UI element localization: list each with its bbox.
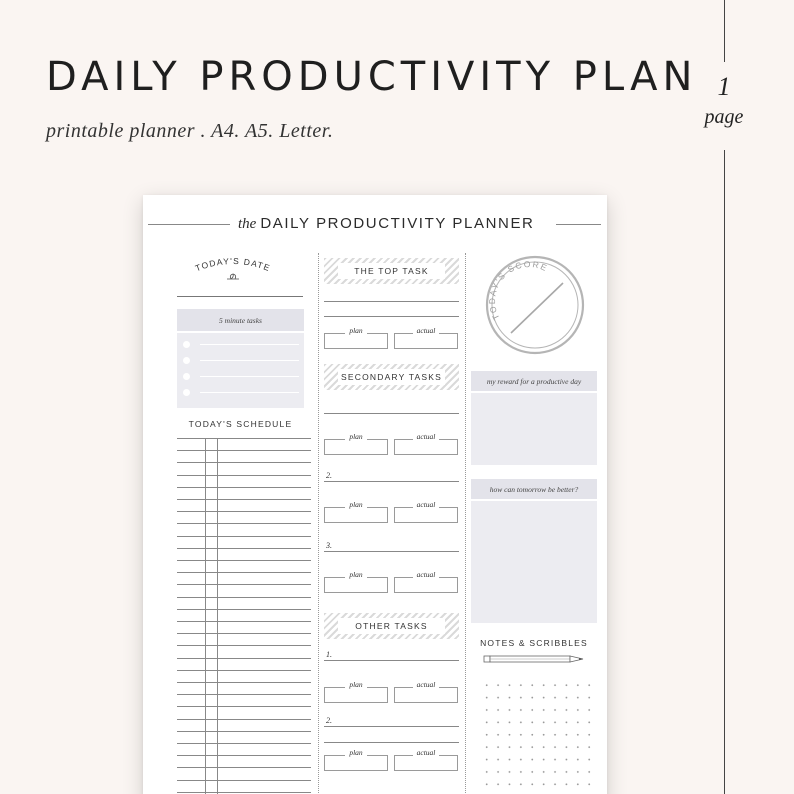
schedule-row-line (177, 755, 311, 756)
schedule-row-line (177, 621, 311, 622)
reward-box[interactable] (471, 371, 597, 465)
task-line[interactable] (324, 742, 459, 743)
bullet-icon (183, 389, 190, 396)
actual-label: actual (413, 680, 440, 689)
circle-stamp-icon (483, 253, 587, 357)
svg-text:TODAY'S SCORE (487, 259, 550, 322)
todays-date-arc (183, 253, 283, 283)
plan-actual-row (324, 501, 458, 523)
planner-title-prefix: the (238, 216, 257, 232)
quick-task-line (200, 392, 299, 393)
tomorrow-label: how can tomorrow be better? (471, 479, 597, 501)
schedule-row-line (177, 584, 311, 585)
quick-tasks-box (177, 309, 304, 408)
plan-box[interactable] (324, 439, 388, 455)
schedule-row-line (177, 511, 311, 512)
quick-task-item[interactable] (183, 389, 299, 397)
schedule-row-line (177, 597, 311, 598)
schedule-row-line (177, 499, 311, 500)
schedule-column-line (217, 438, 218, 794)
plan-box[interactable] (324, 333, 388, 349)
plan-label-wrap (324, 570, 388, 579)
quick-task-item[interactable] (183, 341, 299, 349)
actual-label-wrap (394, 500, 458, 509)
other-tasks-label: OTHER TASKS (338, 618, 445, 634)
actual-label-wrap (394, 326, 458, 335)
bullet-icon (183, 357, 190, 364)
plan-label: plan (345, 326, 366, 335)
schedule-row-line (177, 438, 311, 439)
task-line[interactable] (324, 726, 459, 727)
plan-label-wrap (324, 680, 388, 689)
schedule-row-line (177, 475, 311, 476)
page-count: 1 (717, 72, 731, 101)
date-entry-line[interactable] (177, 296, 303, 297)
task-line[interactable] (324, 413, 459, 414)
task-number: 1. (326, 650, 332, 659)
plan-actual-row (324, 433, 458, 455)
quick-tasks-label: 5 minute tasks (177, 309, 304, 333)
actual-box[interactable] (394, 439, 458, 455)
schedule-column-line (205, 438, 206, 794)
schedule-row-line (177, 523, 311, 524)
schedule-title: TODAY'S SCHEDULE (188, 419, 293, 429)
page-label: page (704, 106, 744, 128)
schedule-row-line (177, 548, 311, 549)
task-line[interactable] (324, 660, 459, 661)
schedule-row-line (177, 536, 311, 537)
plan-label-wrap (324, 500, 388, 509)
notes-title: NOTES & SCRIBBLES (480, 638, 588, 648)
tomorrow-box[interactable] (471, 479, 597, 623)
quick-task-item[interactable] (183, 373, 299, 381)
quick-task-line (200, 376, 299, 377)
schedule-row-line (177, 792, 311, 793)
secondary-tasks-header (324, 364, 459, 390)
plan-label: plan (345, 432, 366, 441)
plan-actual-row (324, 749, 458, 771)
actual-label-wrap (394, 570, 458, 579)
task-number: 2. (326, 471, 332, 480)
task-number: 2. (326, 716, 332, 725)
actual-label: actual (413, 570, 440, 579)
plan-label: plan (345, 748, 366, 757)
task-line[interactable] (324, 481, 459, 482)
schedule-row-line (177, 633, 311, 634)
bullet-icon (183, 373, 190, 380)
actual-box[interactable] (394, 687, 458, 703)
bullet-icon (183, 341, 190, 348)
plan-actual-row (324, 571, 458, 593)
schedule-row-line (177, 450, 311, 451)
heading-rule-right (556, 224, 601, 225)
reward-label: my reward for a productive day (471, 371, 597, 393)
actual-box[interactable] (394, 507, 458, 523)
schedule-row-line (177, 560, 311, 561)
quick-task-line (200, 344, 299, 345)
actual-box[interactable] (394, 333, 458, 349)
plan-label: plan (345, 500, 366, 509)
schedule-row-line (177, 731, 311, 732)
task-line[interactable] (324, 301, 459, 302)
plan-box[interactable] (324, 507, 388, 523)
plan-actual-row (324, 681, 458, 703)
plan-box[interactable] (324, 755, 388, 771)
plan-actual-row (324, 327, 458, 349)
schedule-row-line (177, 706, 311, 707)
hero-title: DAILY PRODUCTIVITY PLAN (46, 54, 698, 100)
schedule-row-line (177, 609, 311, 610)
plan-box[interactable] (324, 577, 388, 593)
schedule-row-line (177, 767, 311, 768)
actual-label: actual (413, 432, 440, 441)
todays-score-label: TODAY'S SCORE (486, 258, 550, 322)
planner-title (238, 215, 548, 233)
score-slash (511, 283, 563, 333)
actual-label: actual (413, 326, 440, 335)
task-number: 3. (326, 541, 332, 550)
schedule-row-line (177, 670, 311, 671)
actual-label: actual (413, 748, 440, 757)
actual-label: actual (413, 500, 440, 509)
plan-label-wrap (324, 326, 388, 335)
plan-label-wrap (324, 432, 388, 441)
quick-task-item[interactable] (183, 357, 299, 365)
task-line[interactable] (324, 316, 459, 317)
task-line[interactable] (324, 551, 459, 552)
schedule-row-line (177, 682, 311, 683)
schedule-row-line (177, 487, 311, 488)
leaf-sprig-icon (227, 274, 239, 279)
top-task-label: THE TOP TASK (338, 263, 445, 279)
plan-box[interactable] (324, 687, 388, 703)
schedule-row-line (177, 719, 311, 720)
schedule-row-line (177, 645, 311, 646)
schedule-grid[interactable] (177, 438, 311, 794)
secondary-tasks-label: SECONDARY TASKS (338, 369, 445, 385)
planner-title-text: DAILY PRODUCTIVITY PLANNER (260, 215, 535, 232)
schedule-row-line (177, 462, 311, 463)
actual-box[interactable] (394, 577, 458, 593)
actual-label-wrap (394, 680, 458, 689)
todays-date-section (183, 253, 283, 283)
divider-line (724, 0, 725, 62)
column-divider (465, 253, 466, 794)
planner-heading (143, 213, 607, 237)
planner-sheet (143, 195, 607, 794)
hero-subtitle: printable planner . A4. A5. Letter. (46, 120, 334, 142)
quick-task-line (200, 360, 299, 361)
column-divider (318, 253, 319, 794)
schedule-row-line (177, 743, 311, 744)
plan-label: plan (345, 680, 366, 689)
plan-label: plan (345, 570, 366, 579)
actual-label-wrap (394, 432, 458, 441)
divider-line (724, 150, 725, 794)
plan-label-wrap (324, 748, 388, 757)
other-tasks-header (324, 613, 459, 639)
schedule-row-line (177, 694, 311, 695)
schedule-row-line (177, 572, 311, 573)
todays-date-label: TODAY'S DATE (193, 255, 273, 274)
actual-label-wrap (394, 748, 458, 757)
schedule-row-line (177, 658, 311, 659)
top-task-header (324, 258, 459, 284)
svg-text:TODAY'S DATE (194, 256, 272, 273)
schedule-row-line (177, 780, 311, 781)
actual-box[interactable] (394, 755, 458, 771)
notes-dot-grid[interactable] (481, 679, 597, 794)
pencil-icon (483, 654, 587, 664)
heading-rule-left (148, 224, 230, 225)
